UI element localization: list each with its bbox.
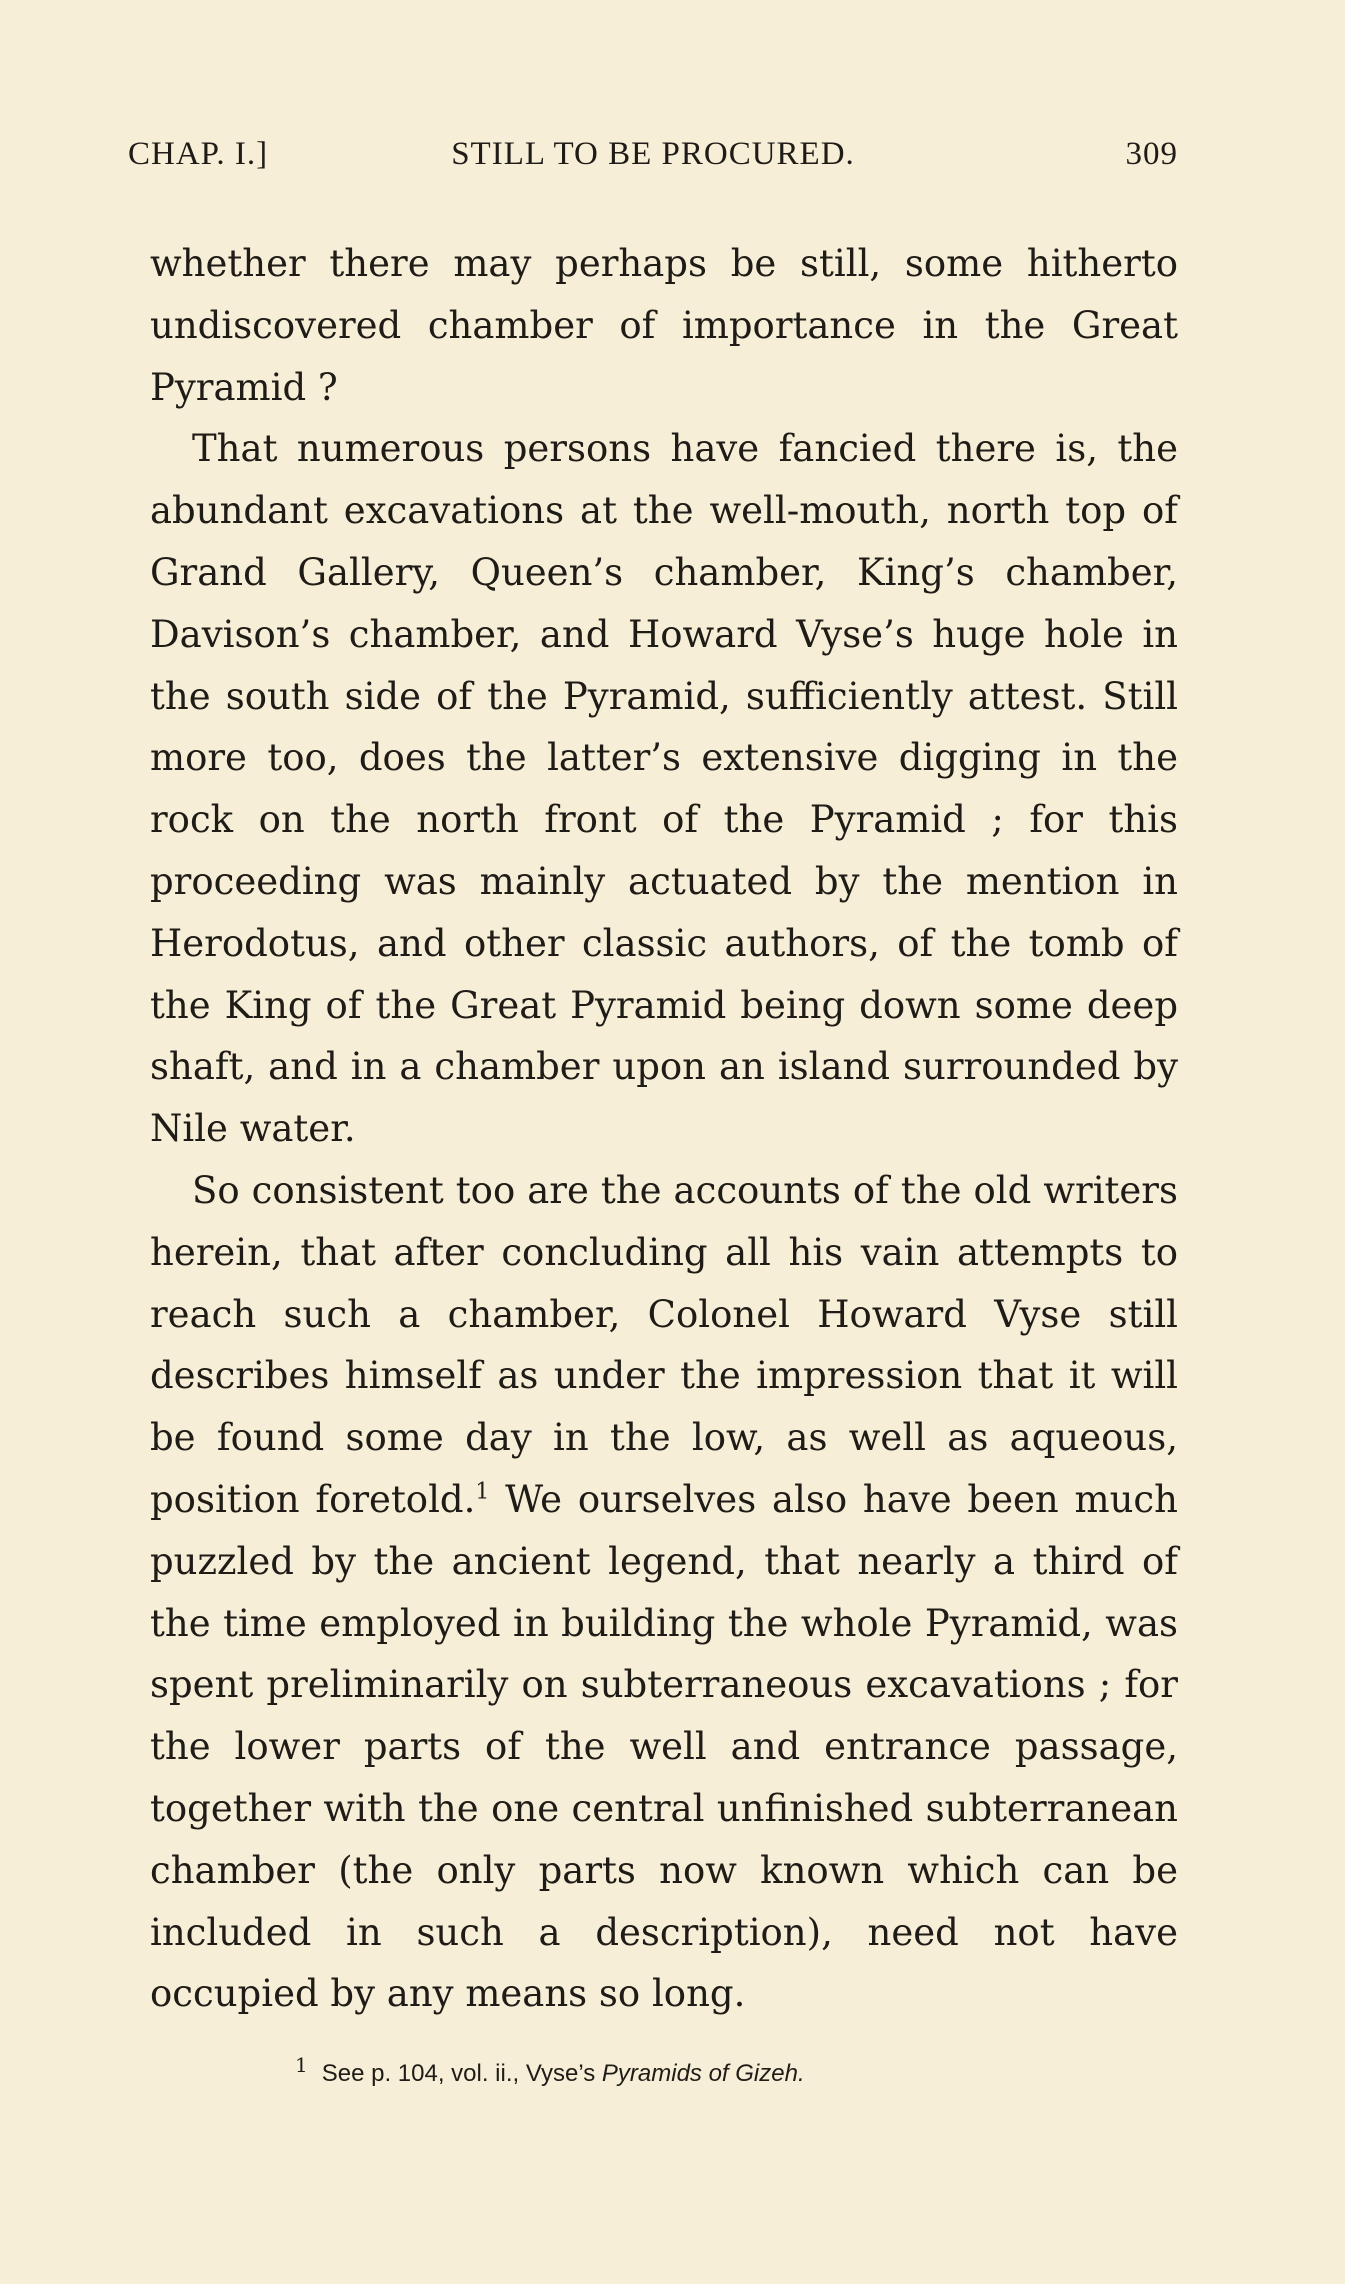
chapter-label: CHAP. I.]	[128, 136, 269, 172]
paragraph-text: We ourselves also have been much puzzled by the ancient legend, that nearly a third of the time employed in building the whole Pyramid, was spent preliminarily on subterraneous excavations ; for the lower parts of the well and entrance passage, together with the one central unfinished subterranean chamber (the only parts now known which can be included in such a description), need not have occupied by any means so long.	[150, 1477, 1178, 2016]
paragraph-with-footnote	[150, 1160, 1178, 2025]
running-head	[128, 136, 1178, 196]
paragraph-text: So consistent too are the accounts of the old writers herein, that after concluding all his vain attempts to reach such a chamber, Colonel Howard Vyse still describes himself as under the impression that it will be found some day in the low, as well as aqueous, position foretold.	[150, 1168, 1178, 1521]
page-number: 309	[1125, 136, 1178, 172]
running-title: STILL TO BE PROCURED.	[451, 136, 855, 172]
footnote-mark: 1	[295, 2053, 308, 2077]
paragraph: That numerous persons have fancied there is, the abundant excavations at the well-mouth, north top of Grand Gallery, Queen’s chamber, King’s chamber, Davison’s chamber, and Howard Vyse’s huge hole in the south side of the Pyramid, sufficiently attest. Still more too, does the latter’s extensive digging in the rock on the north front of the Pyramid ; for this proceeding was mainly actuated by the mention in Herodotus, and other classic authors, of the tomb of the King of the Great Pyramid being down some deep shaft, and in a chamber upon an island surrounded by Nile water.	[150, 427, 1178, 1151]
footnote-book-title: Pyramids of Gizeh.	[601, 2060, 805, 2087]
footnote-reference: 1	[475, 1479, 490, 1505]
body-text	[150, 233, 1178, 2025]
footnote	[295, 2053, 1115, 2088]
footnote-text: See p. 104, vol. ii., Vyse’s	[321, 2060, 602, 2087]
paragraph-continued: whether there may perhaps be still, some hitherto undiscovered chamber of importance in the Great Pyramid ?	[150, 242, 1178, 409]
